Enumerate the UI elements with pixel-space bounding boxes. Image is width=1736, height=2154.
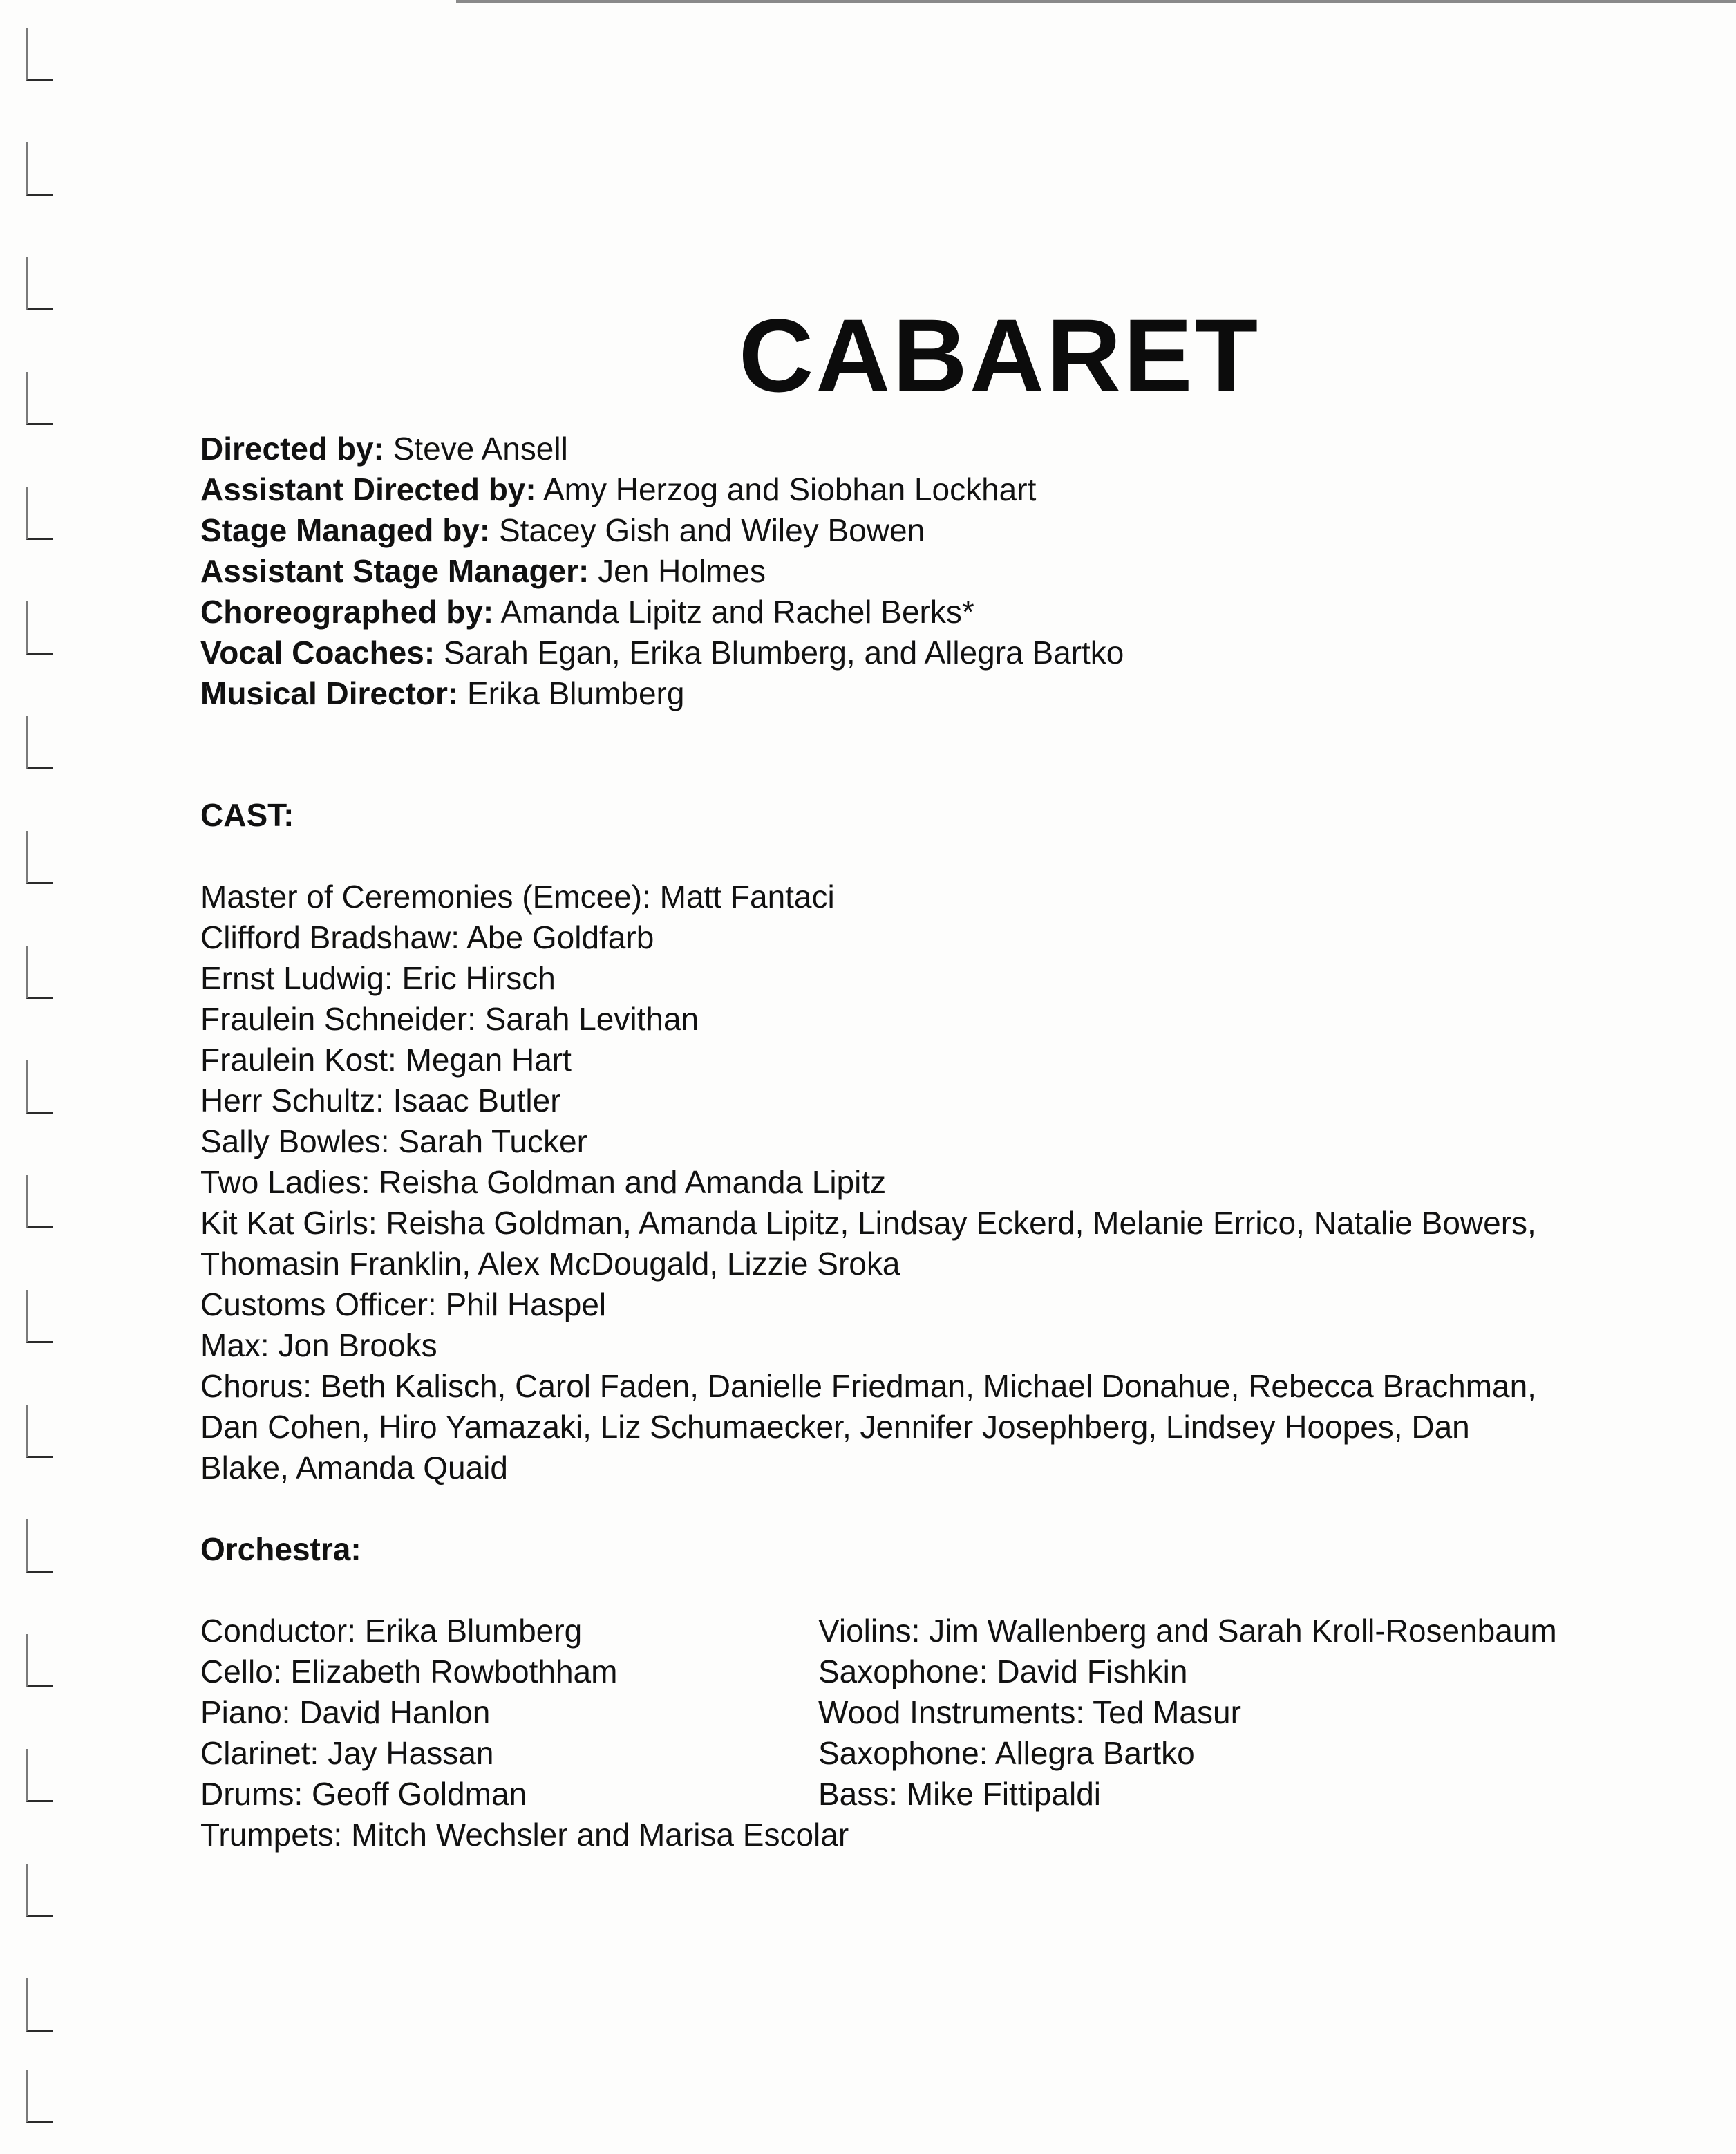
- cast-line: Two Ladies: Reisha Goldman and Amanda Lipitz: [200, 1164, 887, 1200]
- orchestra-entry: Conductor: Erika Blumberg: [200, 1613, 583, 1649]
- cast-line: Sally Bowles: Sarah Tucker: [200, 1123, 587, 1159]
- orchestra-entry: Violins: Jim Wallenberg and Sarah Kroll-Rosenbaum: [818, 1613, 1557, 1649]
- credit-value: Steve Ansell: [393, 431, 568, 467]
- program-content: [200, 429, 1679, 1855]
- credit-label: Assistant Directed by:: [200, 471, 536, 507]
- binding-mark: [26, 1978, 53, 2032]
- credit-label: Stage Managed by:: [200, 512, 491, 548]
- credit-line: [200, 592, 1679, 633]
- credit-value: Amanda Lipitz and Rachel Berks*: [500, 594, 974, 630]
- credit-label: Vocal Coaches:: [200, 635, 435, 671]
- binding-mark: [26, 28, 53, 81]
- credit-value: Stacey Gish and Wiley Bowen: [498, 512, 925, 548]
- orchestra-entry: Trumpets: Mitch Wechsler and Marisa Escolar: [200, 1817, 849, 1853]
- cast-line: Fraulein Schneider: Sarah Levithan: [200, 1001, 699, 1037]
- orchestra-row: [200, 1611, 1679, 1651]
- orchestra-row: [200, 1651, 1679, 1692]
- orchestra-entry: Saxophone: Allegra Bartko: [818, 1735, 1195, 1771]
- orchestra-entry: Drums: Geoff Goldman: [200, 1776, 527, 1812]
- credit-value: Erika Blumberg: [467, 675, 685, 711]
- orchestra-entry: Bass: Mike Fittipaldi: [818, 1776, 1102, 1812]
- binding-mark: [26, 1519, 53, 1573]
- credit-label: Assistant Stage Manager:: [200, 553, 589, 589]
- binding-mark: [26, 142, 53, 196]
- credit-line: [200, 429, 1679, 469]
- orchestra-row: [200, 1815, 1679, 1855]
- binding-mark: [26, 1405, 53, 1458]
- credit-line: [200, 510, 1679, 551]
- binding-mark: [26, 831, 53, 884]
- credit-line: [200, 551, 1679, 592]
- binding-mark: [26, 487, 53, 540]
- page-top-edge: [456, 0, 1736, 3]
- production-credits: [200, 429, 1679, 714]
- credit-line: [200, 673, 1679, 714]
- cast-line: Blake, Amanda Quaid: [200, 1450, 508, 1486]
- orchestra-list: [200, 1611, 1679, 1855]
- cast-line: Fraulein Kost: Megan Hart: [200, 1042, 572, 1078]
- binding-mark: [26, 601, 53, 655]
- cast-line: Customs Officer: Phil Haspel: [200, 1286, 607, 1322]
- binding-mark: [26, 716, 53, 769]
- credit-label: Musical Director:: [200, 675, 459, 711]
- orchestra-row: [200, 1774, 1679, 1815]
- binding-mark: [26, 1060, 53, 1114]
- binding-mark: [26, 1864, 53, 1917]
- binding-mark: [26, 257, 53, 310]
- page-title: CABARET: [738, 297, 1261, 413]
- binding-mark: [26, 1290, 53, 1343]
- orchestra-heading: Orchestra:: [200, 1531, 361, 1567]
- binding-mark: [26, 1175, 53, 1228]
- binding-mark: [26, 2070, 53, 2123]
- credit-line: [200, 469, 1679, 510]
- cast-heading: CAST:: [200, 797, 294, 833]
- credit-value: Amy Herzog and Siobhan Lockhart: [542, 471, 1037, 507]
- cast-line: Clifford Bradshaw: Abe Goldfarb: [200, 919, 654, 955]
- orchestra-row: [200, 1733, 1679, 1774]
- cast-list: [200, 877, 1679, 1488]
- credit-label: Directed by:: [200, 431, 384, 467]
- credit-value: Jen Holmes: [598, 553, 766, 589]
- credit-line: [200, 633, 1679, 673]
- binding-mark: [26, 1634, 53, 1687]
- binding-mark: [26, 1749, 53, 1802]
- orchestra-entry: Wood Instruments: Ted Masur: [818, 1694, 1241, 1730]
- cast-line: Kit Kat Girls: Reisha Goldman, Amanda Lipitz, Lindsay Eckerd, Melanie Errico, Natalie Bowers,: [200, 1205, 1536, 1241]
- binding-mark: [26, 946, 53, 999]
- cast-line: Master of Ceremonies (Emcee): Matt Fantaci: [200, 879, 835, 915]
- credit-value: Sarah Egan, Erika Blumberg, and Allegra Bartko: [443, 635, 1124, 671]
- orchestra-entry: Piano: David Hanlon: [200, 1694, 491, 1730]
- cast-line: Herr Schultz: Isaac Butler: [200, 1083, 561, 1118]
- cast-line: Thomasin Franklin, Alex McDougald, Lizzie Sroka: [200, 1246, 900, 1282]
- orchestra-entry: Clarinet: Jay Hassan: [200, 1735, 494, 1771]
- cast-line: Chorus: Beth Kalisch, Carol Faden, Danielle Friedman, Michael Donahue, Rebecca Brachman,: [200, 1368, 1536, 1404]
- cast-line: Dan Cohen, Hiro Yamazaki, Liz Schumaecker, Jennifer Josephberg, Lindsey Hoopes, Dan: [200, 1409, 1470, 1445]
- orchestra-entry: Saxophone: David Fishkin: [818, 1654, 1188, 1689]
- credit-label: Choreographed by:: [200, 594, 494, 630]
- orchestra-row: [200, 1692, 1679, 1733]
- cast-line: Ernst Ludwig: Eric Hirsch: [200, 960, 556, 996]
- cast-line: Max: Jon Brooks: [200, 1327, 437, 1363]
- orchestra-entry: Cello: Elizabeth Rowbothham: [200, 1654, 618, 1689]
